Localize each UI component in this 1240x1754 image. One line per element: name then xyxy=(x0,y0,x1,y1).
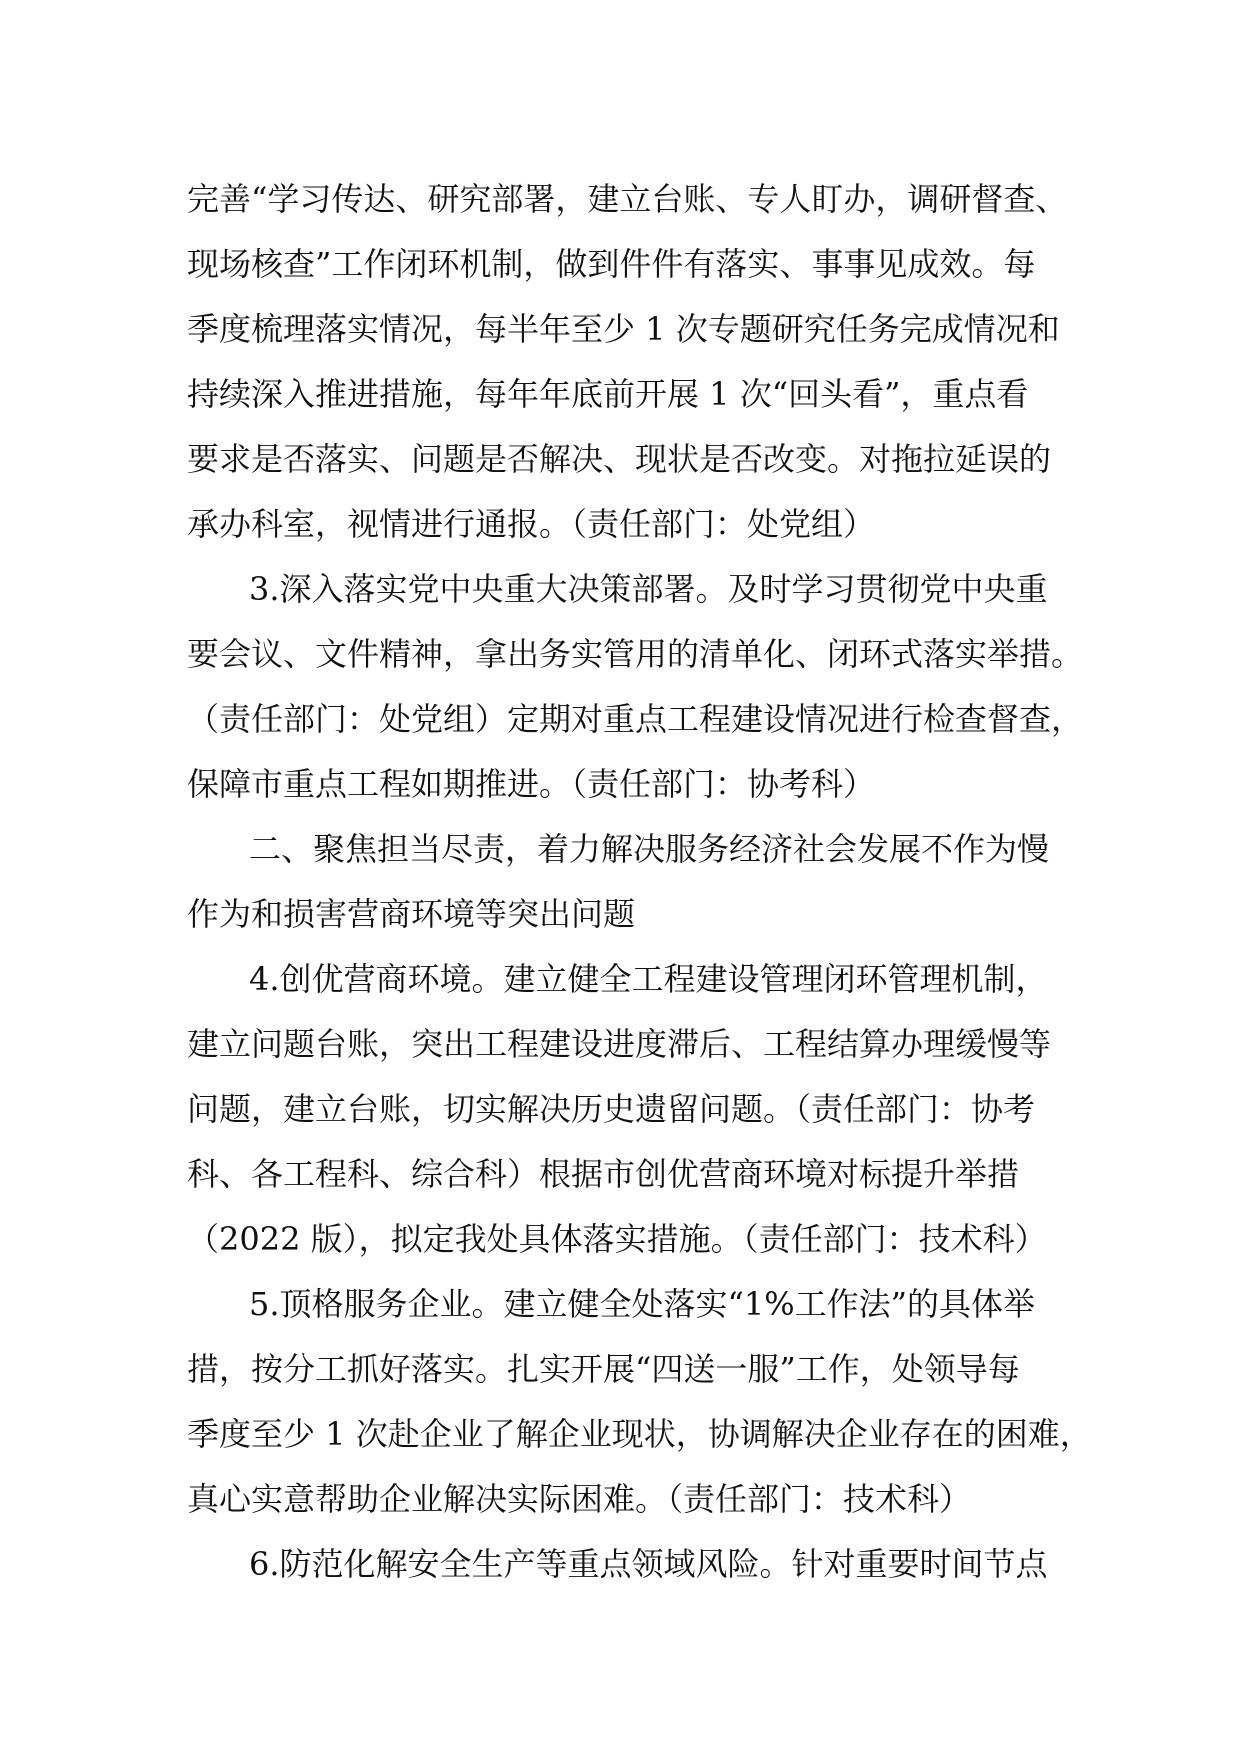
text-line: 季度至少 1 次赴企业了解企业现状，协调解决企业存在的困难， xyxy=(187,1415,1092,1453)
text-line: （责任部门：处党组）定期对重点工程建设情况进行检查督查， xyxy=(187,700,1084,738)
text-line: 季度梳理落实情况，每半年至少 1 次专题研究任务完成情况和 xyxy=(187,310,1060,348)
text-line: 建立问题台账，突出工程建设进度滞后、工程结算办理缓慢等 xyxy=(187,1025,1052,1063)
paragraph-start-line: 4.创优营商环境。建立健全工程建设管理闭环管理机制， xyxy=(249,960,1048,998)
text-line: 要求是否落实、问题是否解决、现状是否改变。对拖拉延误的 xyxy=(187,440,1052,478)
text-line: 承办科室，视情进行通报。（责任部门：处党组） xyxy=(187,505,876,543)
paragraph-start-line: 5.顶格服务企业。建立健全处落实“1%工作法”的具体举 xyxy=(249,1285,1036,1323)
text-line: 问题，建立台账，切实解决历史遗留问题。（责任部门：协考 xyxy=(187,1090,1036,1128)
text-line: 科、各工程科、综合科）根据市创优营商环境对标提升举措 xyxy=(187,1155,1020,1193)
section-heading-line: 二、聚焦担当尽责，着力解决服务经济社会发展不作为慢 xyxy=(249,830,1050,868)
document-body xyxy=(187,167,1092,1597)
section-heading-line: 作为和损害营商环境等突出问题 xyxy=(187,895,636,933)
paragraph-start-line: 3.深入落实党中央重大决策部署。及时学习贯彻党中央重 xyxy=(249,570,1048,608)
text-line: （2022 版），拟定我处具体落实措施。（责任部门：技术科） xyxy=(187,1220,1047,1258)
text-line: 真心实意帮助企业解决实际困难。（责任部门：技术科） xyxy=(187,1480,972,1518)
text-line: 持续深入推进措施，每年年底前开展 1 次“回头看”，重点看 xyxy=(187,375,1029,413)
text-line: 完善“学习传达、研究部署，建立台账、专人盯办，调研督查、 xyxy=(187,180,1068,218)
text-line: 措，按分工抓好落实。扎实开展“四送一服”工作，处领导每 xyxy=(187,1350,1020,1388)
paragraph-start-line: 6.防范化解安全生产等重点领域风险。针对重要时间节点 xyxy=(249,1545,1048,1583)
text-line: 要会议、文件精神，拿出务实管用的清单化、闭环式落实举措。 xyxy=(187,635,1084,673)
text-line: 保障市重点工程如期推进。（责任部门：协考科） xyxy=(187,765,876,803)
text-line: 现场核查”工作闭环机制，做到件件有落实、事事见成效。每 xyxy=(187,245,1036,283)
